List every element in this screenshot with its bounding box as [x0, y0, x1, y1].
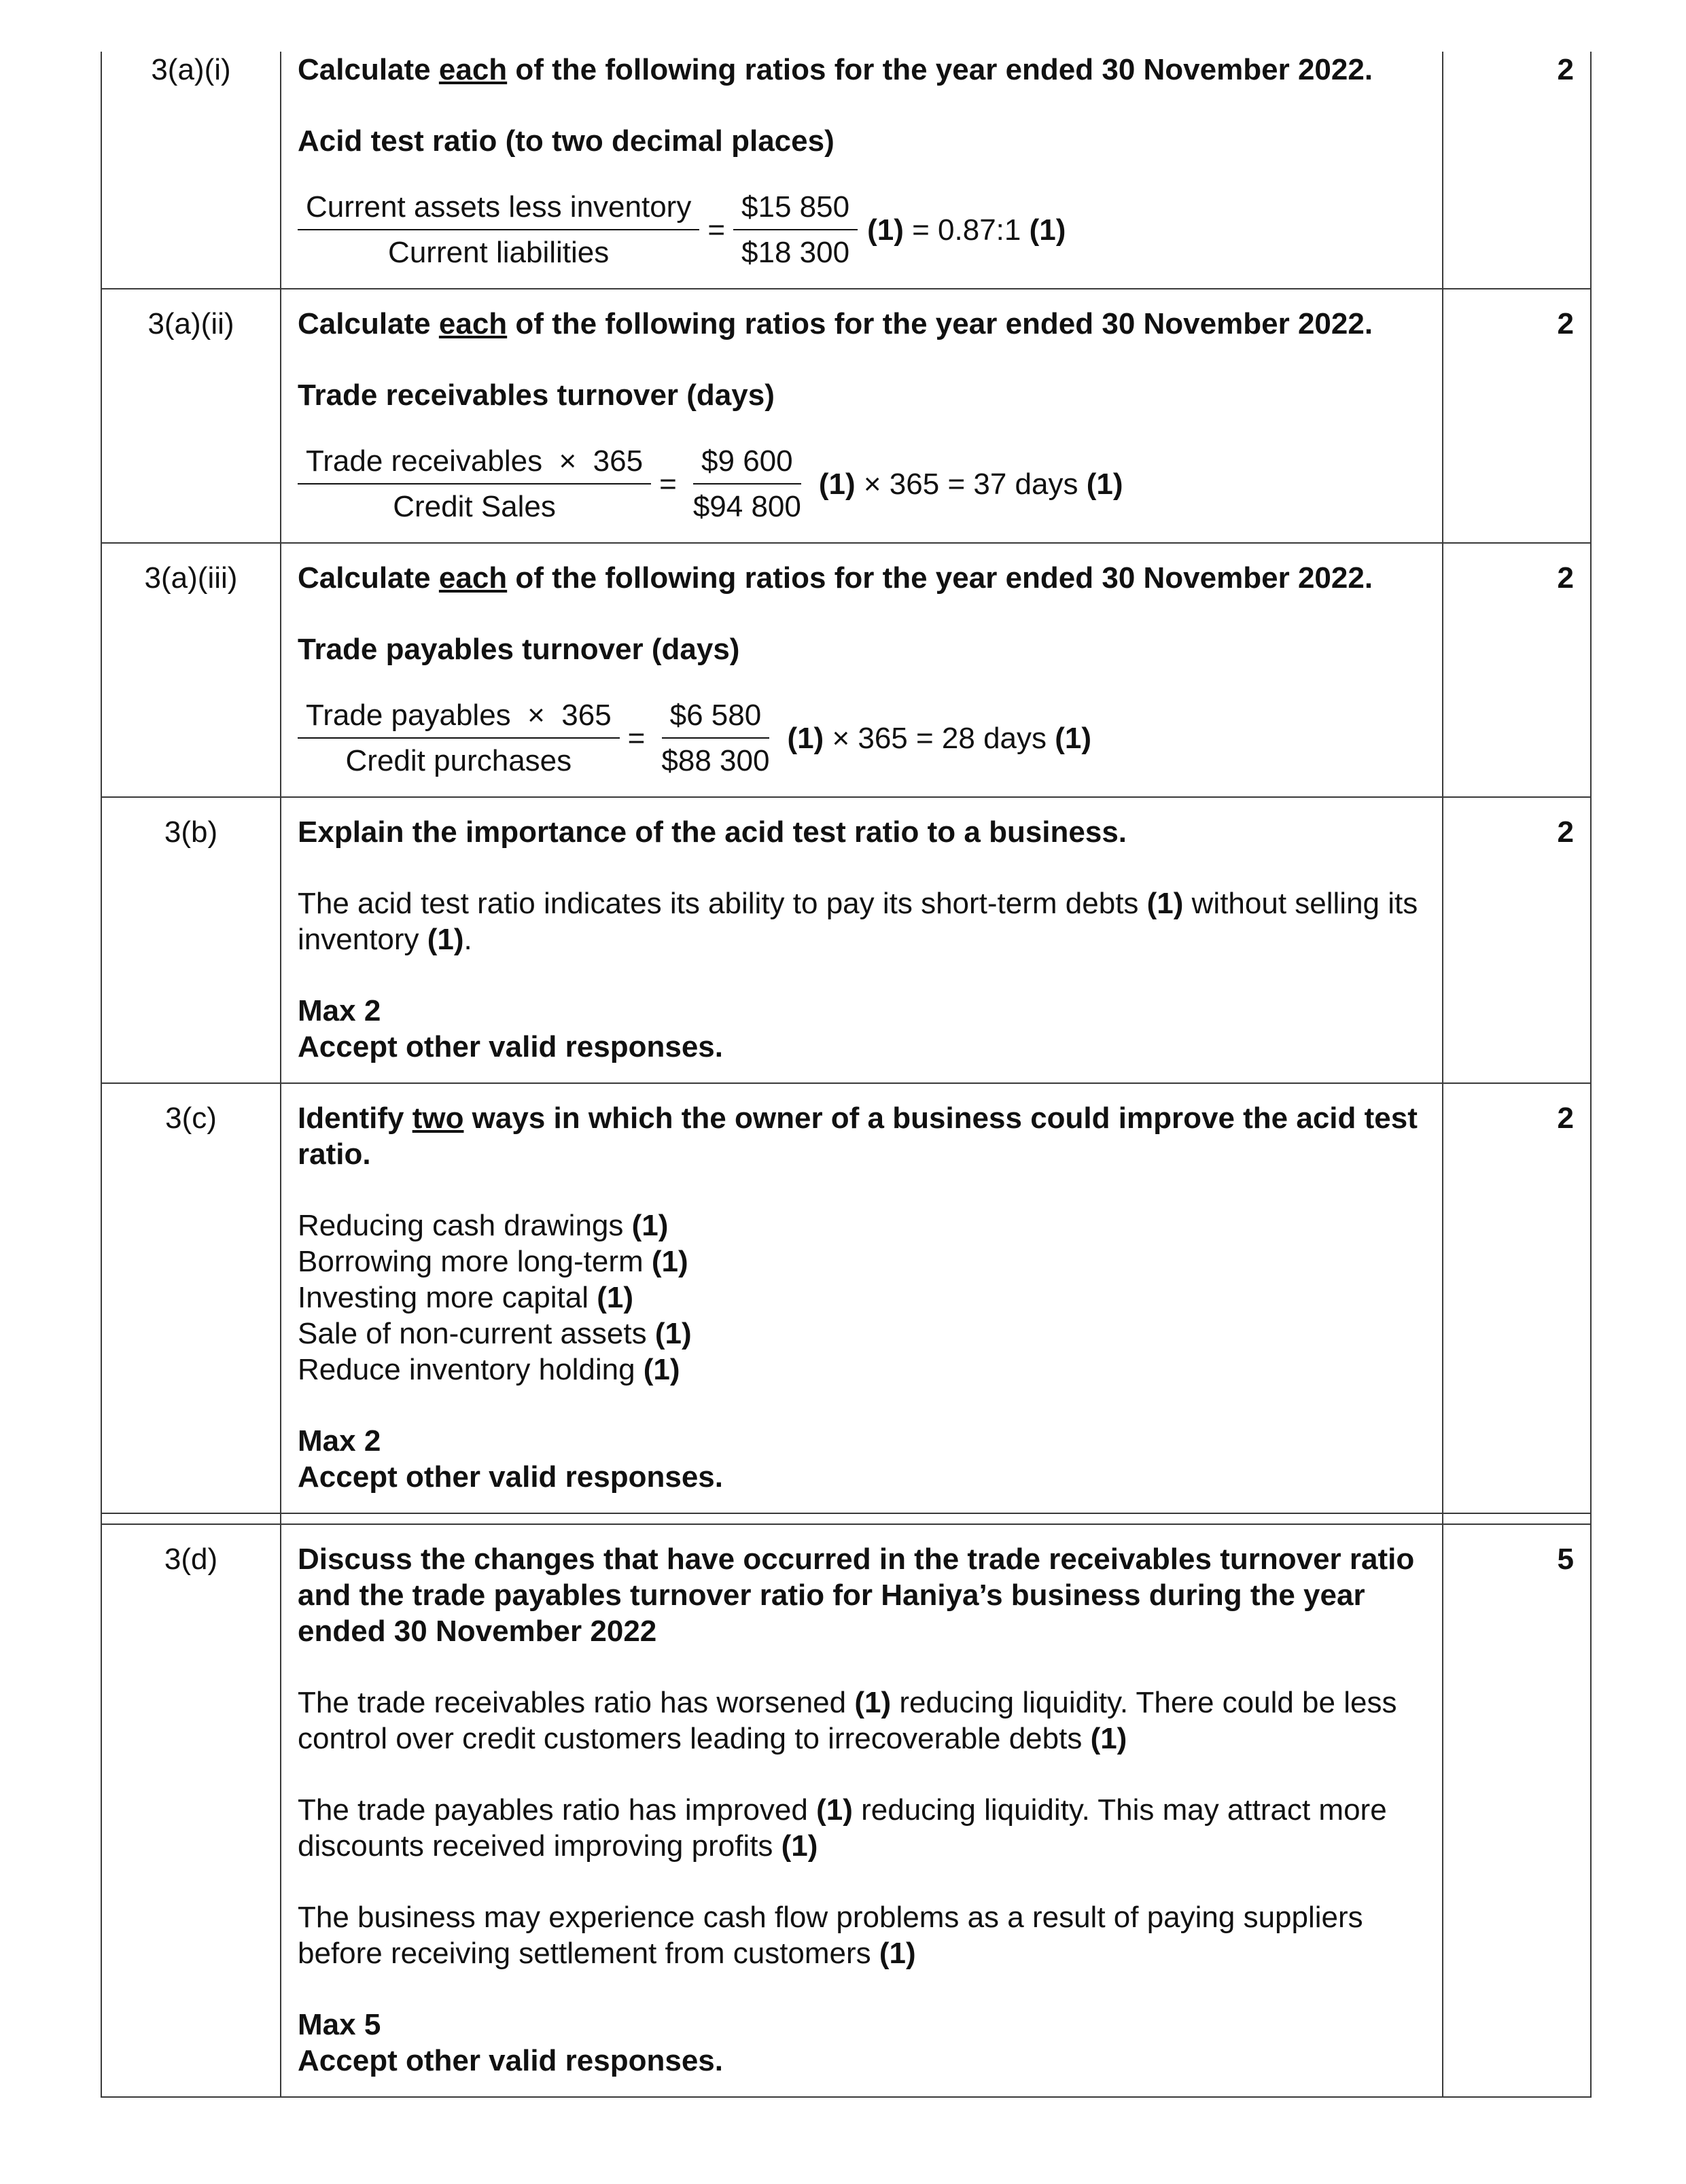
- question-prompt: Discuss the changes that have occurred in the trade receivables turnover ratio and the trade payables turnover ratio for Haniya’s business during the year ended 30 November 2022: [298, 1543, 1415, 1648]
- formula-numerator: Trade receivables × 365: [298, 443, 651, 485]
- answer-text: Reduce inventory holding: [298, 1353, 644, 1386]
- answer-paragraph: [298, 1899, 1426, 1971]
- equals-sign: =: [659, 467, 677, 501]
- value-fraction: [685, 443, 809, 525]
- prompt-text: of the following ratios for the year ended 30 November 2022.: [507, 561, 1373, 595]
- max-marks-note: [298, 1423, 1426, 1495]
- marks-cell: 2: [1443, 543, 1591, 797]
- ratio-formula: [298, 189, 1426, 270]
- ratio-formula: [298, 443, 1426, 525]
- prompt-text: Calculate: [298, 307, 439, 340]
- marks-cell: 5: [1443, 1524, 1591, 2097]
- answer-paragraph: [298, 885, 1426, 957]
- answer-text: without selling its inventory: [298, 887, 1418, 956]
- mark-point: (1): [654, 1317, 692, 1350]
- prompt-emphasis: two: [412, 1102, 464, 1135]
- mark-point: (1): [1090, 1722, 1127, 1755]
- equals-sign: =: [627, 721, 646, 755]
- ratio-heading: Acid test ratio (to two decimal places): [298, 124, 835, 158]
- row-3b: [101, 797, 1591, 1083]
- equals-sign: =: [707, 213, 726, 247]
- ratio-heading: Trade payables turnover (days): [298, 633, 740, 666]
- prompt-emphasis: each: [438, 307, 508, 340]
- answer-text: Sale of non-current assets: [298, 1317, 655, 1350]
- prompt-text: ways in which the owner of a business could improve the acid test ratio.: [298, 1102, 1418, 1171]
- question-number: 3(a)(ii): [101, 289, 281, 543]
- list-item: [298, 1208, 1426, 1244]
- mark-point: (1): [631, 1209, 669, 1242]
- mark-point: (1): [787, 721, 824, 755]
- marks-cell: 2: [1443, 289, 1591, 543]
- answer-text: The trade receivables ratio has worsened: [298, 1686, 855, 1719]
- result-text: × 365 = 37 days: [855, 467, 1087, 501]
- max-marks: Max 5: [298, 2008, 381, 2041]
- row-3a-iii: [101, 543, 1591, 797]
- answer-list: [298, 1208, 1426, 1388]
- formula-fraction: [298, 189, 699, 270]
- formula-result: [787, 720, 1091, 756]
- mark-point: (1): [816, 1793, 853, 1827]
- formula-result: [819, 466, 1123, 502]
- mark-point: (1): [818, 467, 856, 501]
- answer-cell: [281, 52, 1443, 289]
- mark-point: (1): [1086, 467, 1123, 501]
- formula-denominator: Credit Sales: [393, 490, 556, 523]
- formula-fraction: [298, 697, 620, 779]
- prompt-text: Calculate: [298, 53, 439, 86]
- result-text: = 0.87:1: [903, 213, 1030, 247]
- formula-numerator: Current assets less inventory: [298, 189, 699, 230]
- ratio-heading: Trade receivables turnover (days): [298, 378, 775, 412]
- formula-numerator: Trade payables × 365: [298, 697, 620, 739]
- answer-text: Investing more capital: [298, 1281, 597, 1314]
- answer-cell: [281, 797, 1443, 1083]
- divider-cell: [101, 1513, 281, 1524]
- table-divider: [101, 1513, 1591, 1524]
- marks-cell: 2: [1443, 1083, 1591, 1513]
- answer-text: The acid test ratio indicates its ability to pay its short-term debts: [298, 887, 1147, 920]
- value-numerator: $6 580: [662, 697, 770, 739]
- accept-note: Accept other valid responses.: [298, 1030, 723, 1063]
- value-numerator: $9 600: [693, 443, 801, 485]
- prompt-text: of the following ratios for the year ended 30 November 2022.: [507, 307, 1373, 340]
- accept-note: Accept other valid responses.: [298, 2044, 723, 2077]
- marks-cell: 2: [1443, 797, 1591, 1083]
- formula-denominator: Current liabilities: [388, 236, 610, 269]
- list-item: [298, 1316, 1426, 1352]
- formula-result: [867, 212, 1066, 248]
- answer-cell: [281, 1083, 1443, 1513]
- value-fraction: [733, 189, 858, 270]
- row-3d: [101, 1524, 1591, 2097]
- mark-scheme-table: [101, 52, 1592, 2098]
- value-denominator: $18 300: [741, 236, 850, 269]
- answer-text: The trade payables ratio has improved: [298, 1793, 817, 1827]
- mark-point: (1): [1029, 213, 1066, 247]
- answer-text: .: [463, 923, 472, 956]
- answer-cell: [281, 543, 1443, 797]
- answer-text: Reducing cash drawings: [298, 1209, 632, 1242]
- list-item: [298, 1280, 1426, 1316]
- prompt-emphasis: each: [438, 561, 508, 595]
- max-marks-note: [298, 993, 1426, 1065]
- mark-scheme-sheet: [101, 52, 1590, 2098]
- prompt-text: Calculate: [298, 561, 439, 595]
- mark-point: (1): [643, 1353, 680, 1386]
- question-prompt: [298, 306, 1426, 342]
- divider-cell: [1443, 1513, 1591, 1524]
- mark-point: (1): [867, 213, 904, 247]
- divider-cell: [281, 1513, 1443, 1524]
- mark-point: (1): [651, 1245, 688, 1278]
- row-3a-i: [101, 52, 1591, 289]
- question-number: 3(d): [101, 1524, 281, 2097]
- prompt-text: of the following ratios for the year ended 30 November 2022.: [507, 53, 1373, 86]
- max-marks-note: [298, 2007, 1426, 2079]
- answer-text: The business may experience cash flow problems as a result of paying suppliers before receiving settlement from customers: [298, 1901, 1363, 1970]
- value-denominator: $88 300: [661, 744, 770, 777]
- question-prompt: [298, 560, 1426, 596]
- value-numerator: $15 850: [733, 189, 858, 230]
- answer-text: reducing liquidity. This may attract more discounts received improving profits: [298, 1793, 1387, 1863]
- question-prompt: [298, 52, 1426, 88]
- question-number: 3(c): [101, 1083, 281, 1513]
- mark-point: (1): [597, 1281, 633, 1314]
- answer-text: reducing liquidity. There could be less control over credit customers leading to irrecoverable debts: [298, 1686, 1397, 1755]
- result-text: × 365 = 28 days: [824, 721, 1055, 755]
- question-number: 3(a)(i): [101, 52, 281, 289]
- mark-point: (1): [1055, 721, 1092, 755]
- row-3a-ii: [101, 289, 1591, 543]
- mark-point: (1): [854, 1686, 892, 1719]
- formula-denominator: Credit purchases: [345, 744, 572, 777]
- answer-paragraph: [298, 1792, 1426, 1864]
- mark-point: (1): [1146, 887, 1184, 920]
- accept-note: Accept other valid responses.: [298, 1460, 723, 1494]
- answer-cell: [281, 1524, 1443, 2097]
- answer-text: Borrowing more long-term: [298, 1245, 652, 1278]
- ratio-formula: [298, 697, 1426, 779]
- list-item: [298, 1352, 1426, 1388]
- answer-cell: [281, 289, 1443, 543]
- mark-point: (1): [427, 923, 464, 956]
- row-3c: [101, 1083, 1591, 1513]
- formula-fraction: [298, 443, 651, 525]
- question-number: 3(a)(iii): [101, 543, 281, 797]
- question-prompt: [298, 1100, 1426, 1172]
- mark-point: (1): [879, 1937, 916, 1970]
- value-fraction: [653, 697, 777, 779]
- mark-point: (1): [781, 1829, 818, 1863]
- list-item: [298, 1244, 1426, 1280]
- prompt-text: Identify: [298, 1102, 412, 1135]
- question-number: 3(b): [101, 797, 281, 1083]
- max-marks: Max 2: [298, 1424, 381, 1458]
- marks-cell: 2: [1443, 52, 1591, 289]
- max-marks: Max 2: [298, 994, 381, 1027]
- answer-paragraph: [298, 1685, 1426, 1757]
- prompt-emphasis: each: [438, 53, 508, 86]
- question-prompt: Explain the importance of the acid test ratio to a business.: [298, 815, 1127, 849]
- value-denominator: $94 800: [692, 490, 801, 523]
